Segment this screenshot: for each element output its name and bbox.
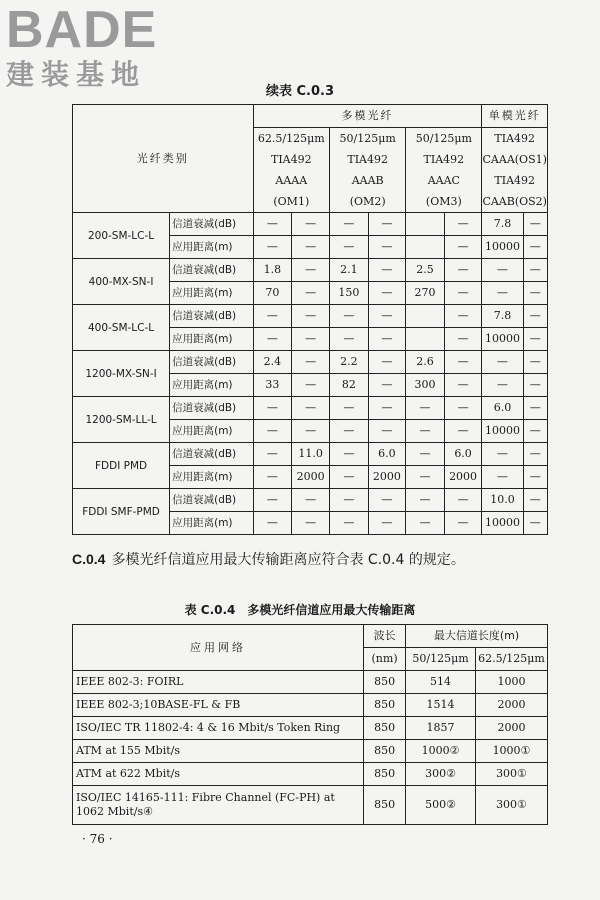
label-attenuation: 信道衰减(dB) [170, 489, 253, 512]
fiber-category: 1200-SM-LL-L [73, 397, 170, 443]
table-cell: 270 [406, 282, 444, 305]
table-cell: — [523, 259, 547, 282]
table-cell-wave: 850 [364, 717, 406, 740]
clause-number: C.0.4 [72, 551, 106, 567]
table-cell: 2000 [292, 466, 330, 489]
table-cell: — [330, 420, 368, 443]
table-cell: — [253, 512, 292, 535]
table-cell: 7.8 [482, 305, 523, 328]
label-distance: 应用距离(m) [170, 466, 253, 489]
table-cell: — [523, 305, 547, 328]
table-cell: — [253, 420, 292, 443]
table-cell-wave: 850 [364, 694, 406, 717]
table-row [73, 259, 548, 282]
table-cell: — [523, 351, 547, 374]
table-cell: — [482, 351, 523, 374]
table-cell: 10.0 [482, 489, 523, 512]
table-cell-app: IEEE 802-3;10BASE-FL & FB [73, 694, 364, 717]
table-cell: 6.0 [444, 443, 482, 466]
table-cell: — [523, 282, 547, 305]
table-cell: — [523, 236, 547, 259]
table-cell: — [444, 374, 482, 397]
table-cell: 6.0 [482, 397, 523, 420]
table-cell: — [292, 259, 330, 282]
table-cell: — [253, 397, 292, 420]
table-cell: — [253, 466, 292, 489]
logo-text: BADE [6, 1, 158, 59]
table-cell-app: ISO/IEC 14165-111: Fibre Channel (FC-PH) at 1062 Mbit/s④ [73, 786, 364, 825]
table-cell: — [253, 443, 292, 466]
table-cell: — [523, 443, 547, 466]
header-62: 62.5/125μm [475, 648, 547, 671]
table-cell: — [292, 305, 330, 328]
table-cell: 10000 [482, 236, 523, 259]
table-row [73, 489, 548, 512]
table-cell: — [444, 489, 482, 512]
table-row [73, 671, 548, 694]
logo-subtext: 建装基地 [6, 58, 147, 91]
header-category: 光纤类别 [73, 105, 254, 213]
table-cell [406, 213, 444, 236]
table-cell: — [330, 466, 368, 489]
table-cell-b: 300① [475, 763, 547, 786]
table-row [73, 694, 548, 717]
header-maxlen: 最大信道长度(m) [406, 625, 548, 648]
fiber-category: FDDI PMD [73, 443, 170, 489]
table-cell: — [444, 351, 482, 374]
table-cell: — [406, 420, 444, 443]
table-row [73, 351, 548, 374]
header-multimode: 多模光纤 [253, 105, 482, 128]
table-cell: — [368, 213, 406, 236]
table-cell [406, 236, 444, 259]
table-cell-b: 2000 [475, 694, 547, 717]
header-50: 50/125μm [406, 648, 476, 671]
header-fiber-os: TIA492 CAAA(OS1) TIA492 CAAB(OS2) [482, 128, 548, 213]
label-distance: 应用距离(m) [170, 328, 253, 351]
table-cell: — [523, 374, 547, 397]
table-cell [406, 328, 444, 351]
fiber-category: 200-SM-LC-L [73, 213, 170, 259]
table-cell: — [368, 512, 406, 535]
label-attenuation: 信道衰减(dB) [170, 351, 253, 374]
table2-caption: 表 C.0.4 多模光纤信道应用最大传输距离 [184, 603, 416, 617]
table-cell: — [368, 282, 406, 305]
table-cell: 2000 [368, 466, 406, 489]
table-cell: — [523, 420, 547, 443]
table-cell: — [444, 397, 482, 420]
table-cell: — [253, 213, 292, 236]
table-cell: — [444, 328, 482, 351]
table-cell: — [368, 420, 406, 443]
table-cell-a: 514 [406, 671, 476, 694]
table-cell-a: 1000② [406, 740, 476, 763]
table-cell: — [330, 397, 368, 420]
table-cell: — [330, 236, 368, 259]
table-cell-app: ATM at 155 Mbit/s [73, 740, 364, 763]
table-cell: 2.1 [330, 259, 368, 282]
table-cell: — [292, 213, 330, 236]
table-cell: — [292, 328, 330, 351]
table-cell: — [253, 236, 292, 259]
table-cell: — [368, 397, 406, 420]
clause-c04 [72, 547, 548, 572]
table-cell: — [444, 305, 482, 328]
label-distance: 应用距离(m) [170, 282, 253, 305]
header-fiber-om3: 50/125μm TIA492 AAAC (OM3) [406, 128, 482, 213]
table-cell: — [368, 374, 406, 397]
table-row [73, 786, 548, 825]
table-cell: — [406, 512, 444, 535]
table-cell: 82 [330, 374, 368, 397]
header-fiber-om2: 50/125μm TIA492 AAAB (OM2) [330, 128, 406, 213]
table-cell: — [523, 489, 547, 512]
table-row [73, 305, 548, 328]
header-singlemode: 单模光纤 [482, 105, 548, 128]
table-cell-app: IEEE 802-3: FOIRL [73, 671, 364, 694]
table-cell: — [406, 397, 444, 420]
table-cell: — [406, 443, 444, 466]
table-cell: — [292, 489, 330, 512]
label-distance: 应用距离(m) [170, 374, 253, 397]
fiber-category: 400-MX-SN-I [73, 259, 170, 305]
table-cell: 10000 [482, 420, 523, 443]
table-cell: — [368, 305, 406, 328]
table-cell: — [253, 328, 292, 351]
table-cell: — [406, 466, 444, 489]
header-wave-unit: (nm) [364, 648, 406, 671]
table-cell: 1.8 [253, 259, 292, 282]
table-cell: — [523, 466, 547, 489]
table-cell: — [482, 443, 523, 466]
table-cell: — [444, 236, 482, 259]
table-cell: — [368, 489, 406, 512]
table-row [73, 213, 548, 236]
table-cell-a: 1514 [406, 694, 476, 717]
table-cell: — [523, 397, 547, 420]
table-cell: — [292, 282, 330, 305]
table-cell: — [368, 236, 406, 259]
fiber-channel-table [72, 104, 548, 535]
table-cell-app: ISO/IEC TR 11802-4: 4 & 16 Mbit/s Token Ring [73, 717, 364, 740]
table-cell: — [523, 328, 547, 351]
table-cell: — [292, 236, 330, 259]
table-cell: — [292, 512, 330, 535]
table-cell: — [444, 282, 482, 305]
header-wave: 波长 [364, 625, 406, 648]
clause-text: 多模光纤信道应用最大传输距离应符合表 C.0.4 的规定。 [111, 552, 465, 568]
fiber-category: 1200-MX-SN-I [73, 351, 170, 397]
table-cell: — [253, 489, 292, 512]
max-distance-table [72, 624, 548, 825]
table-row [73, 717, 548, 740]
table-cell: — [330, 443, 368, 466]
table-cell-b: 1000① [475, 740, 547, 763]
table-cell: 10000 [482, 328, 523, 351]
table-cell-a: 1857 [406, 717, 476, 740]
table-cell: — [482, 259, 523, 282]
table-row [73, 443, 548, 466]
label-attenuation: 信道衰减(dB) [170, 443, 253, 466]
table-cell: — [330, 489, 368, 512]
table-cell: 300 [406, 374, 444, 397]
label-attenuation: 信道衰减(dB) [170, 213, 253, 236]
watermark-logo [6, 1, 158, 92]
table-cell-wave: 850 [364, 740, 406, 763]
table-cell: 33 [253, 374, 292, 397]
table-cell-b: 1000 [475, 671, 547, 694]
table-cell: — [292, 351, 330, 374]
table-cell: — [330, 512, 368, 535]
table-cell: 2.6 [406, 351, 444, 374]
table-row [73, 740, 548, 763]
table-cell-b: 2000 [475, 717, 547, 740]
table-cell: — [444, 213, 482, 236]
table-cell: — [444, 259, 482, 282]
table-cell: 2000 [444, 466, 482, 489]
header-fiber-om1: 62.5/125μm TIA492 AAAA (OM1) [253, 128, 330, 213]
table-cell: 70 [253, 282, 292, 305]
label-attenuation: 信道衰减(dB) [170, 259, 253, 282]
table-cell: — [292, 397, 330, 420]
label-attenuation: 信道衰减(dB) [170, 305, 253, 328]
table-cell: 10000 [482, 512, 523, 535]
table-cell-b: 300① [475, 786, 547, 825]
table-cell: 150 [330, 282, 368, 305]
label-attenuation: 信道衰减(dB) [170, 397, 253, 420]
table-cell: — [292, 420, 330, 443]
label-distance: 应用距离(m) [170, 512, 253, 535]
table-cell: 11.0 [292, 443, 330, 466]
table-cell: — [292, 374, 330, 397]
table-cell [406, 305, 444, 328]
table-cell: — [406, 489, 444, 512]
table-cell-a: 300② [406, 763, 476, 786]
table-cell: — [330, 328, 368, 351]
table-cell-wave: 850 [364, 671, 406, 694]
fiber-category: 400-SM-LC-L [73, 305, 170, 351]
table-row [73, 763, 548, 786]
table-row [73, 397, 548, 420]
table-cell-app: ATM at 622 Mbit/s [73, 763, 364, 786]
table-cell-wave: 850 [364, 763, 406, 786]
table-cell: — [482, 374, 523, 397]
page-number: · 76 · [82, 832, 113, 846]
table-cell: — [444, 512, 482, 535]
table-cell: — [482, 466, 523, 489]
table-cell: — [444, 420, 482, 443]
table-cell: — [482, 282, 523, 305]
table-cell-wave: 850 [364, 786, 406, 825]
table-cell-a: 500② [406, 786, 476, 825]
table-cell: — [330, 213, 368, 236]
table-cell: 6.0 [368, 443, 406, 466]
table1-caption: 续表 C.0.3 [265, 84, 335, 99]
table-cell: — [330, 305, 368, 328]
label-distance: 应用距离(m) [170, 236, 253, 259]
table-cell: — [523, 213, 547, 236]
fiber-category: FDDI SMF-PMD [73, 489, 170, 535]
header-app: 应用网络 [73, 625, 364, 671]
table-cell: — [523, 512, 547, 535]
table-cell: — [368, 351, 406, 374]
table-cell: — [368, 259, 406, 282]
table-cell: — [368, 328, 406, 351]
table-cell: 2.4 [253, 351, 292, 374]
label-distance: 应用距离(m) [170, 420, 253, 443]
table-cell: 2.5 [406, 259, 444, 282]
table-cell: 2.2 [330, 351, 368, 374]
table-cell: 7.8 [482, 213, 523, 236]
table-cell: — [253, 305, 292, 328]
